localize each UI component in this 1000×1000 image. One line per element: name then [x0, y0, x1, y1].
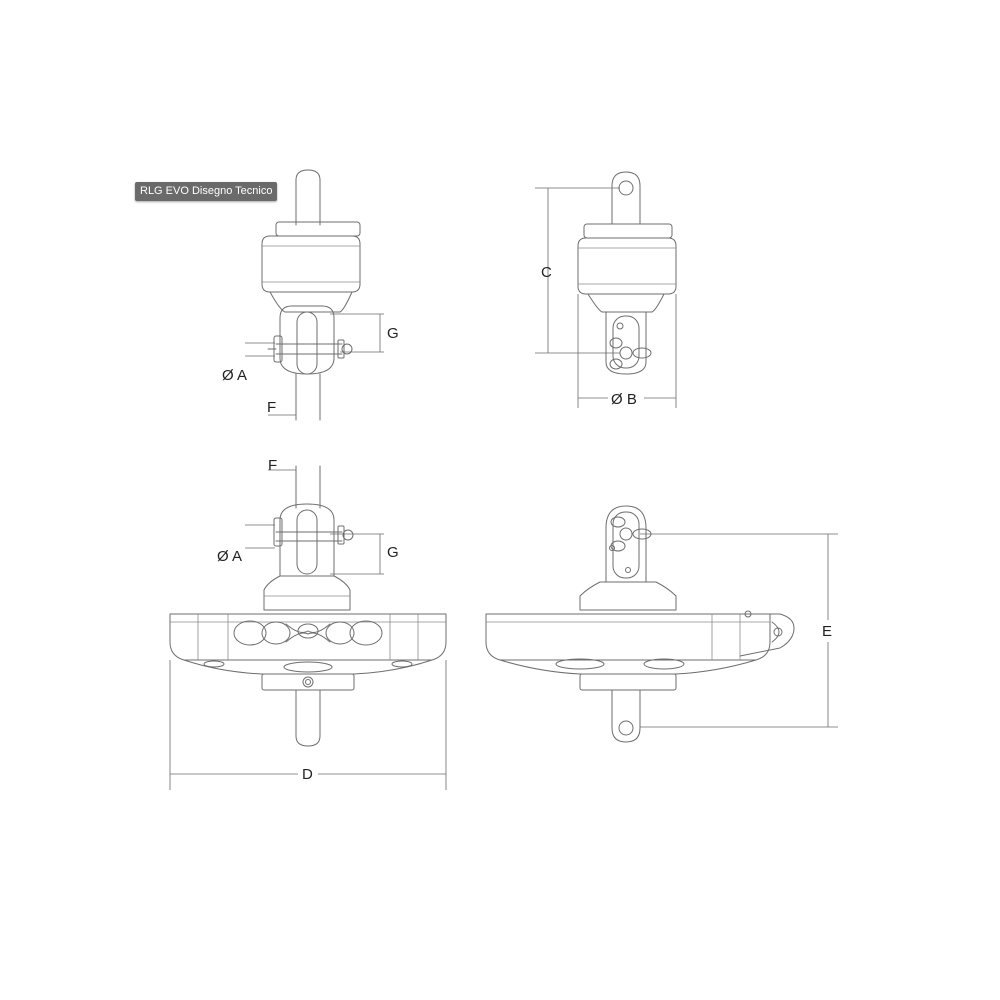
view-side-bottom: [486, 506, 838, 742]
dim-dia-a-label: Ø A: [222, 367, 248, 384]
view-front-top: [245, 170, 384, 420]
dim-g-label: G: [387, 325, 399, 342]
view-front-bottom: [170, 466, 446, 790]
dim-f-label-2: F: [268, 457, 278, 474]
dim-f-label: F: [267, 399, 277, 416]
dim-g-label-2: G: [387, 544, 399, 561]
dim-dia-b-label: Ø B: [611, 391, 637, 408]
view-side-top: [535, 172, 676, 408]
dim-d-label: D: [302, 766, 313, 783]
dim-c-label: C: [541, 264, 552, 281]
dim-e-label: E: [822, 623, 833, 640]
dim-dia-a-label-2: Ø A: [217, 548, 243, 565]
drawing-title-tooltip: RLG EVO Disegno Tecnico: [135, 182, 277, 201]
